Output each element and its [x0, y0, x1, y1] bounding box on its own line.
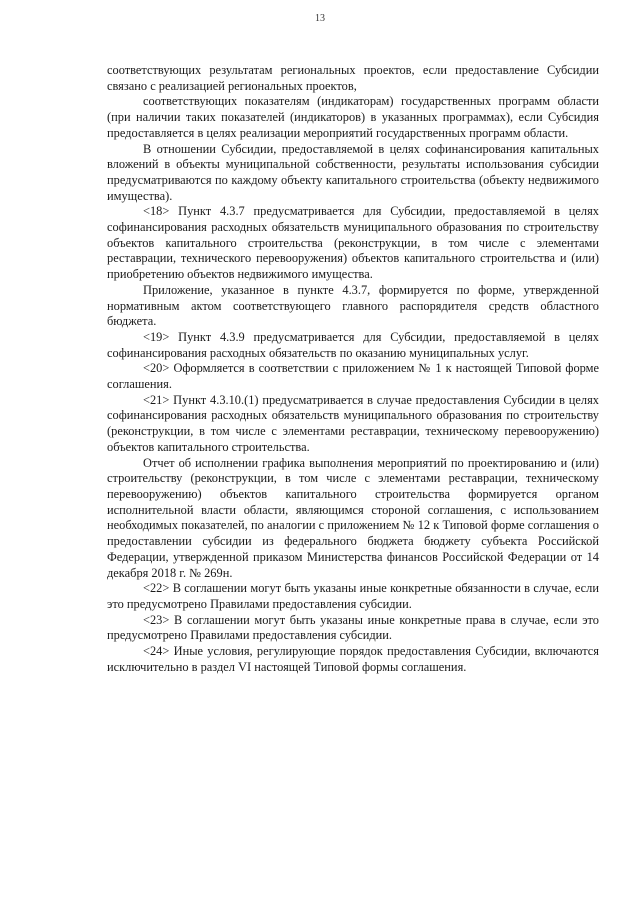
paragraph-schedule-report: Отчет об исполнении графика выполнения мероприятий по проектированию и (или) строительству (реконструкции, в том числе с элементами реставрации, техническому перевооружению) объектов капитального строительства формируется органом исполнительной власти области, являющимся стороной соглашения, с использованием необходимых показателей, по аналогии с приложением № 12 к Типовой форме соглашения о предоставлении субсидии из федерального бюджета бюджету субъекта Российской Федерации, утвержденной приказом Министерства финансов Российской Федерации от 14 декабря 2018 г. № 269н.	[107, 455, 599, 580]
paragraph-results-regional-projects: соответствующих результатам региональных проектов, если предоставление Субсидии связано с реализацией региональных проектов,	[107, 63, 599, 93]
footnote-21: <21> Пункт 4.3.10.(1) предусматривается в случае предоставления Субсидии в целях софинансирования расходных обязательств муниципального образования по строительству (реконструкции, в том числе с элементами реставрации, техническому перевооружению) объектов капитального строительства.	[107, 392, 599, 454]
footnote-23: <23> В соглашении могут быть указаны иные конкретные права в случае, если это предусмотрено Правилами предоставления субсидии.	[107, 612, 599, 643]
footnote-19: <19> Пункт 4.3.9 предусматривается для Субсидии, предоставляемой в целях софинансирования расходных обязательств по оказанию муниципальных услуг.	[107, 329, 599, 360]
paragraph-appendix-4-3-7: Приложение, указанное в пункте 4.3.7, формируется по форме, утвержденной нормативным актом соответствующего главного распорядителя средств областного бюджета.	[107, 282, 599, 329]
footnote-20: <20> Оформляется в соответствии с приложением № 1 к настоящей Типовой форме соглашения.	[107, 361, 599, 392]
footnote-18: <18> Пункт 4.3.7 предусматривается для Субсидии, предоставляемой в целях софинансирования расходных обязательств муниципального образования по строительству объектов капитального строительства (реконструкции, в том числе с элементами реставрации, технического перевооружения) объектов капитального строительства и (или) приобретению объектов недвижимого имущества.	[107, 204, 599, 282]
paragraph-indicators-state-programs: соответствующих показателям (индикаторам) государственных программ области (при наличии таких показателей (индикаторов) в указанных программах), если Субсидия предоставляется в целях реализации мероприятий государственных программ области.	[107, 94, 599, 140]
page-number: 13	[315, 13, 325, 24]
document-body	[107, 63, 599, 675]
paragraph-capital-investments: В отношении Субсидии, предоставляемой в целях софинансирования капитальных вложений в объекты муниципальной собственности, результаты использования субсидии предусматриваются по каждому объекту капитального строительства (объекту недвижимого имущества).	[107, 141, 599, 203]
footnote-22: <22> В соглашении могут быть указаны иные конкретные обязанности в случае, если это предусмотрено Правилами предоставления субсидии.	[107, 581, 599, 611]
footnote-24: <24> Иные условия, регулирующие порядок предоставления Субсидии, включаются исключительно в раздел VI настоящей Типовой формы соглашения.	[107, 644, 599, 674]
